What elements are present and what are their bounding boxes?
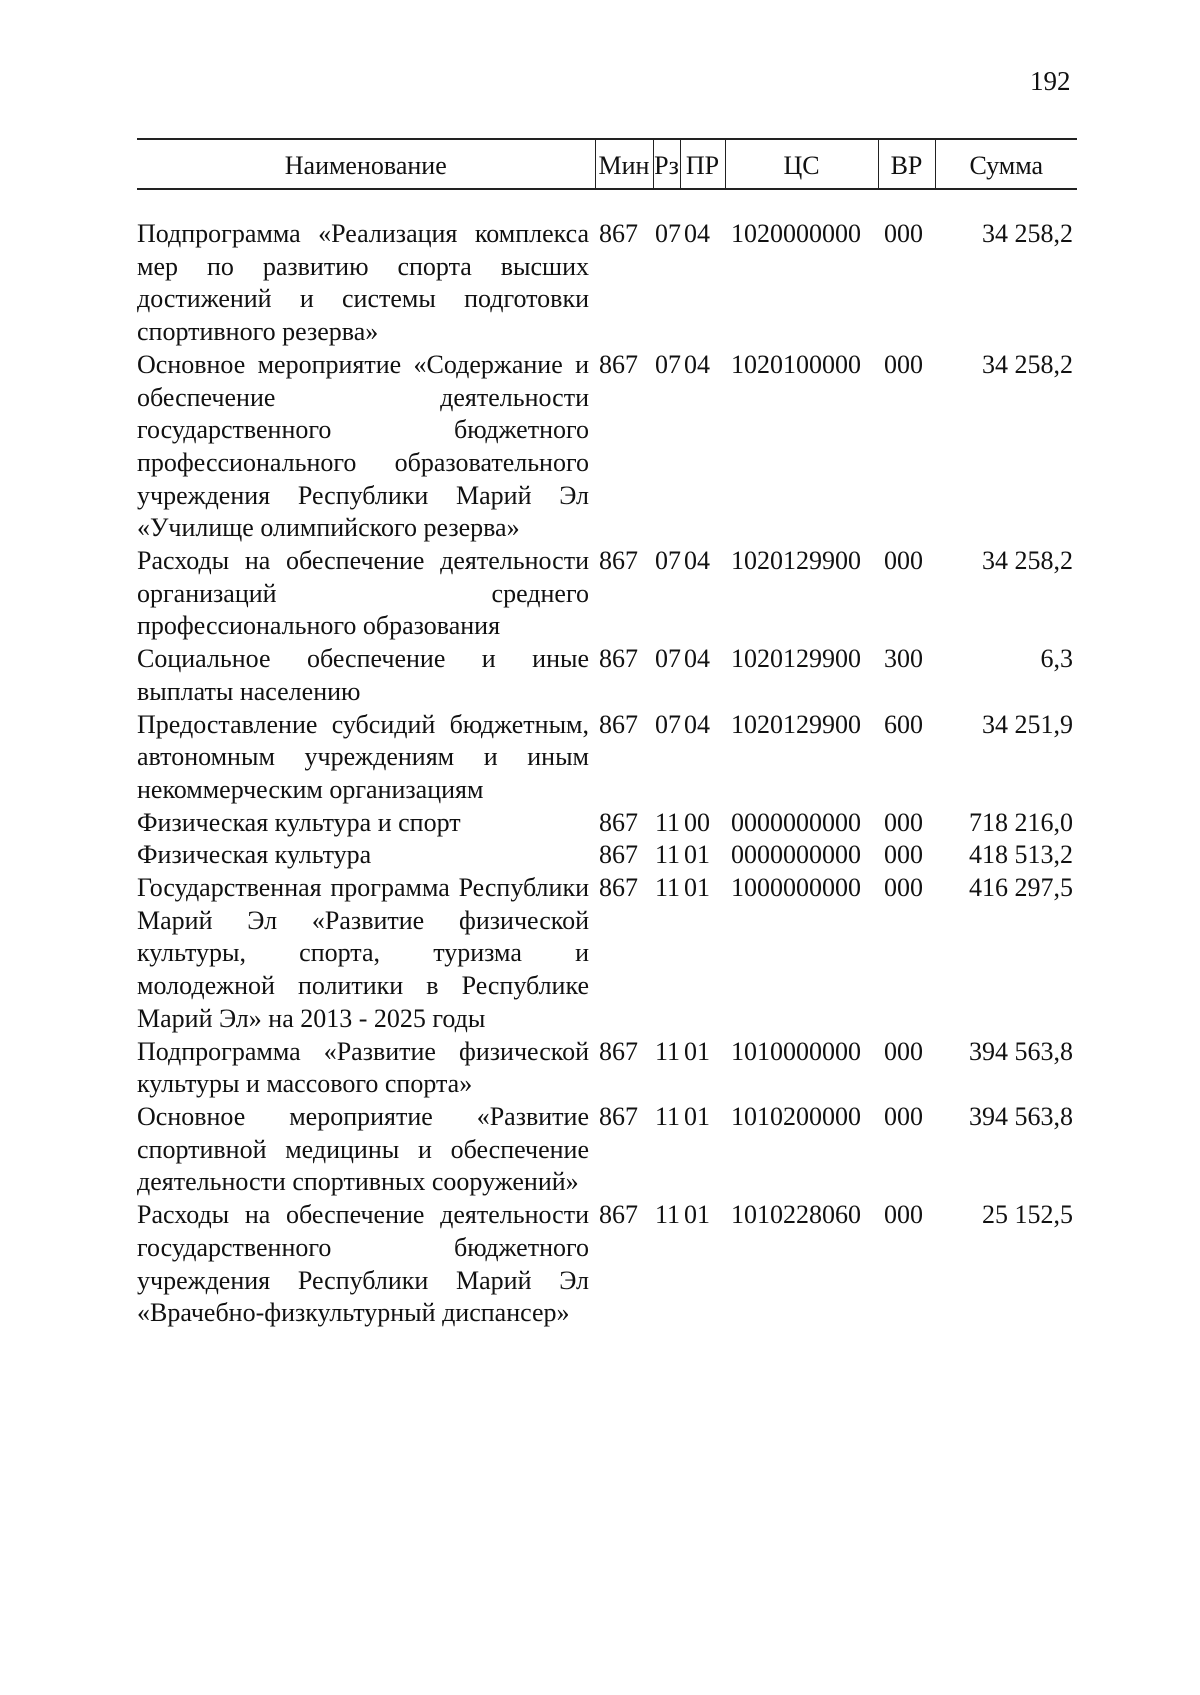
row-vr: 000: [884, 349, 923, 379]
row-name: Государственная программа Республики Марий Эл «Развитие физической культуры, спорта, туризма и молодежной политики в Республике Марий Эл» на 2013 - 2025 годы: [137, 873, 589, 1033]
row-rz: 07: [655, 709, 681, 739]
row-pr: 04: [684, 546, 710, 576]
table-header: [137, 139, 1077, 189]
row-rz: 11: [655, 873, 681, 903]
row-min: 867: [599, 546, 638, 576]
row-rz: 07: [655, 219, 681, 248]
row-pr: 04: [684, 709, 710, 739]
row-min: 867: [599, 644, 638, 674]
row-name: Основное мероприятие «Развитие спортивной медицины и обеспечение деятельности спортивных сооружений»: [137, 1101, 589, 1197]
row-vr: 000: [884, 873, 923, 903]
table-row: [137, 807, 1077, 840]
row-cs: 1020129900: [731, 546, 861, 576]
header-sum: Сумма: [935, 139, 1077, 189]
row-min: 867: [599, 840, 638, 870]
row-pr: 00: [684, 807, 710, 837]
row-name: Расходы на обеспечение деятельности организаций среднего профессионального образования: [137, 546, 589, 641]
row-vr: 000: [884, 219, 923, 248]
row-sum: 34 258,2: [982, 219, 1073, 248]
row-name: Предоставление субсидий бюджетным, автономным учреждениям и иным некоммерческим организациям: [137, 709, 589, 804]
row-vr: 000: [884, 840, 923, 870]
header-rz: Рз: [653, 139, 680, 189]
row-cs: 1010200000: [731, 1101, 861, 1131]
row-name: Подпрограмма «Развитие физической культуры и массового спорта»: [137, 1036, 589, 1099]
row-min: 867: [599, 1036, 638, 1066]
table-row: [137, 349, 1077, 545]
row-sum: 34 258,2: [982, 349, 1073, 379]
row-min: 867: [599, 219, 638, 248]
header-name: Наименование: [137, 139, 595, 189]
row-rz: 07: [655, 349, 681, 379]
row-name: Основное мероприятие «Содержание и обеспечение деятельности государственного бюджетного профессионального образовательного учреждения Республики Марий Эл «Училище олимпийского резерва»: [137, 349, 589, 543]
row-vr: 300: [884, 644, 923, 674]
row-pr: 01: [684, 840, 710, 870]
row-sum: 394 563,8: [969, 1101, 1073, 1131]
row-pr: 01: [684, 873, 710, 903]
page-number: 192: [1030, 66, 1071, 96]
row-sum: 6,3: [1040, 644, 1073, 674]
row-rz: 11: [655, 807, 681, 837]
row-sum: 34 258,2: [982, 546, 1073, 576]
row-min: 867: [599, 873, 638, 903]
table-body: [137, 189, 1077, 1330]
row-vr: 000: [884, 1200, 923, 1230]
row-min: 867: [599, 807, 638, 837]
row-pr: 04: [684, 219, 710, 248]
row-name: Подпрограмма «Реализация комплекса мер по развитию спорта высших достижений и системы подготовки спортивного резерва»: [137, 219, 589, 347]
row-rz: 11: [655, 1200, 681, 1230]
row-vr: 000: [884, 1036, 923, 1066]
row-min: 867: [599, 1101, 638, 1131]
header-vr: ВР: [878, 139, 935, 189]
row-vr: 000: [884, 1101, 923, 1131]
row-min: 867: [599, 709, 638, 739]
row-pr: 01: [684, 1200, 710, 1230]
row-cs: 1020129900: [731, 709, 861, 739]
row-cs: 1000000000: [731, 873, 861, 903]
table-row: [137, 839, 1077, 872]
row-sum: 418 513,2: [969, 840, 1073, 870]
row-name: Социальное обеспечение и иные выплаты населению: [137, 644, 589, 706]
header-cs: ЦС: [725, 139, 878, 189]
row-name: Физическая культура: [137, 840, 372, 870]
table-row: [137, 218, 1077, 349]
row-pr: 01: [684, 1036, 710, 1066]
row-sum: 718 216,0: [969, 807, 1073, 837]
row-sum: 394 563,8: [969, 1036, 1073, 1066]
row-cs: 0000000000: [731, 807, 861, 837]
row-rz: 07: [655, 546, 681, 576]
row-sum: 416 297,5: [969, 873, 1073, 903]
row-cs: 1020000000: [731, 219, 861, 248]
row-sum: 34 251,9: [982, 709, 1073, 739]
table-row: [137, 872, 1077, 1036]
row-sum: 25 152,5: [982, 1200, 1073, 1230]
row-pr: 04: [684, 349, 710, 379]
table-row: [137, 545, 1077, 643]
row-cs: 1010228060: [731, 1200, 861, 1230]
table-row: [137, 643, 1077, 708]
row-pr: 04: [684, 644, 710, 674]
row-rz: 11: [655, 1101, 681, 1131]
budget-table: [137, 138, 1077, 1330]
row-name: Физическая культура и спорт: [137, 807, 461, 837]
header-spacer: [137, 189, 1077, 218]
row-vr: 600: [884, 709, 923, 739]
row-name: Расходы на обеспечение деятельности государственного бюджетного учреждения Республики Марий Эл «Врачебно-физкультурный диспансер»: [137, 1200, 589, 1328]
table-row: [137, 709, 1077, 807]
table-row: [137, 1101, 1077, 1199]
row-cs: 0000000000: [731, 840, 861, 870]
row-vr: 000: [884, 807, 923, 837]
table-row: [137, 1199, 1077, 1330]
header-pr: ПР: [680, 139, 725, 189]
header-min: Мин: [595, 139, 653, 189]
row-rz: 11: [655, 840, 681, 870]
row-min: 867: [599, 349, 638, 379]
row-rz: 07: [655, 644, 681, 674]
row-min: 867: [599, 1200, 638, 1230]
row-vr: 000: [884, 546, 923, 576]
row-cs: 1020100000: [731, 349, 861, 379]
row-rz: 11: [655, 1036, 681, 1066]
table-row: [137, 1036, 1077, 1101]
row-cs: 1020129900: [731, 644, 861, 674]
row-cs: 1010000000: [731, 1036, 861, 1066]
row-pr: 01: [684, 1101, 710, 1131]
